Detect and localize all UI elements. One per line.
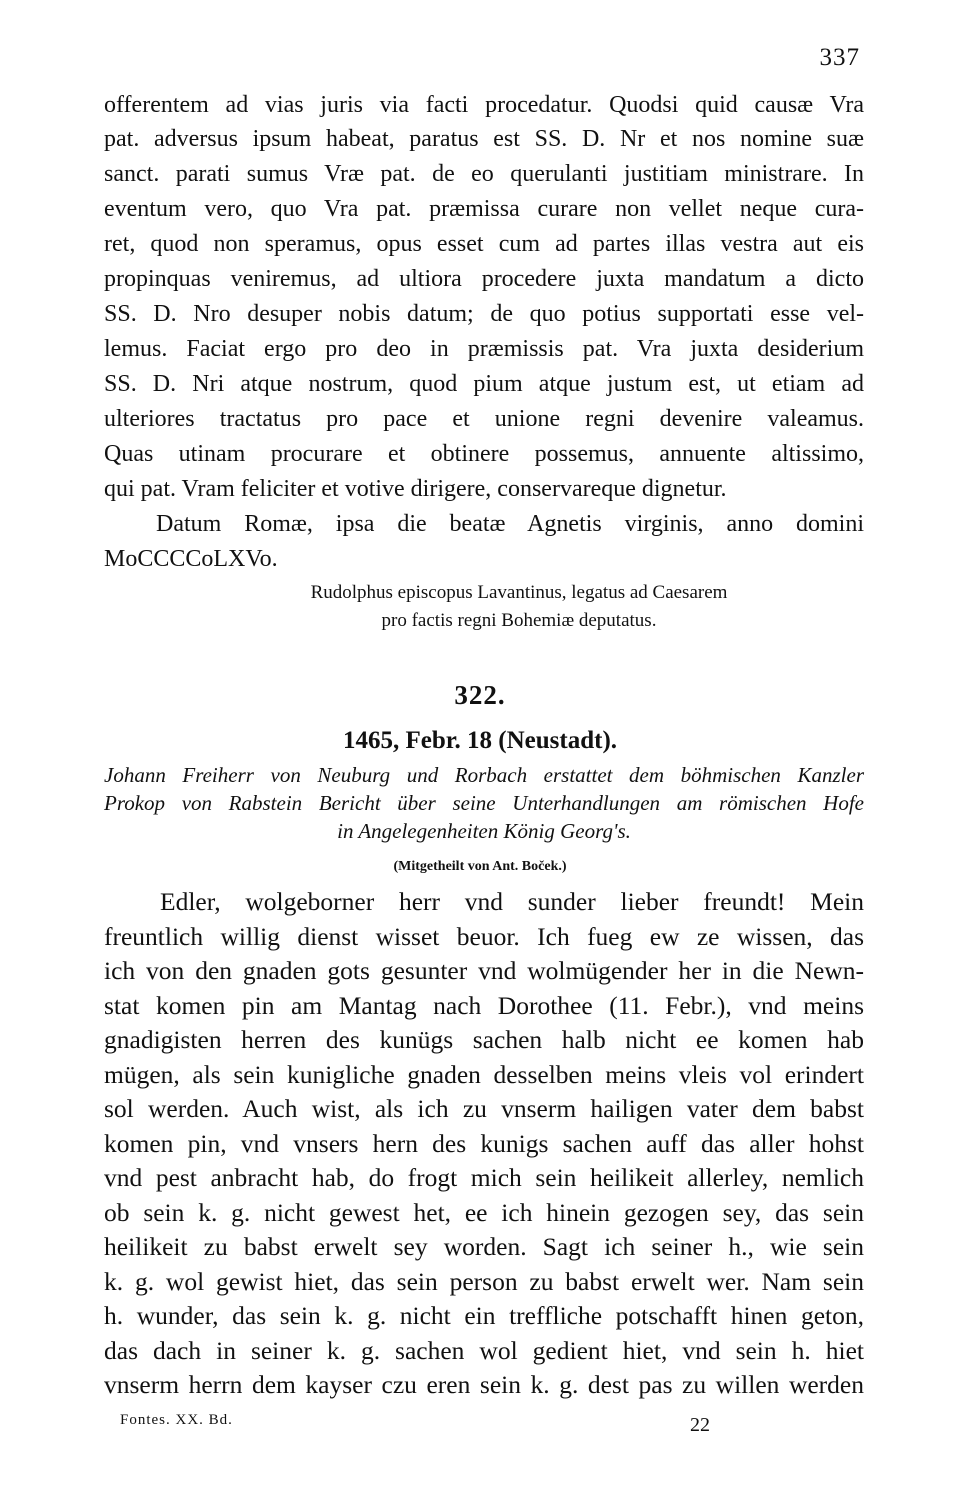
source-note: (Mitgetheilt von Ant. Boček.) — [393, 859, 567, 874]
text-line: gnadigisten herren des kunügs sachen halb nicht ee komen hab — [104, 1025, 864, 1054]
footer-series: Fontes. XX. Bd. — [120, 1412, 233, 1428]
text-line: ich von den gnaden gots gesunter vnd wolmügender her in die Newn- — [104, 956, 864, 985]
signature-line: Rudolphus episcopus Lavantinus, legatus ad Caesarem — [310, 582, 728, 603]
text-line: sanct. parati sumus Vræ pat. de eo querulanti justitiam ministrare. In — [104, 161, 864, 187]
signature-line: pro factis regni Bohemiæ deputatus. — [381, 610, 657, 631]
text-line: vnd pest anbracht hab, do frogt mich sein heilikeit allerley, nemlich — [104, 1163, 864, 1192]
text-line: offerentem ad vias juris via facti procedatur. Quodsi quid causæ Vra — [104, 92, 864, 118]
text-line: stat komen pin am Mantag nach Dorothee (11. Febr.), vnd meins — [104, 991, 864, 1020]
text-line: eventum vero, quo Vra pat. præmissa curare non vellet neque cura- — [104, 196, 864, 222]
text-line: qui pat. Vram feliciter et votive dirigere, conservareque dignetur. — [104, 476, 727, 502]
text-line: pat. adversus ipsum habeat, paratus est SS. D. Nr et nos nomine suæ — [104, 126, 864, 152]
text-line: Edler, wolgeborner herr vnd sunder lieber freundt! Mein — [160, 887, 864, 916]
text-line: ulteriores tractatus pro pace et unione regni devenire valeamus. — [104, 406, 864, 432]
text-line: k. g. wol gewist hiet, das sein person zu babst erwelt wer. Nam sein — [104, 1267, 864, 1296]
text-line: sol werden. Auch wist, als ich zu vnserm hailigen vater dem babst — [104, 1094, 864, 1123]
text-line: MoCCCCoLXVo. — [104, 546, 278, 572]
text-line: ob sein k. g. nicht gewest het, ee ich hinein gezogen sey, das sein — [104, 1198, 864, 1227]
footer-signature-mark: 22 — [690, 1414, 710, 1436]
summary-line: Prokop von Rabstein Bericht über seine Unterhandlungen am römischen Hofe — [104, 791, 864, 815]
text-line: Quas utinam procurare et obtinere possemus, annuente altissimo, — [104, 441, 864, 467]
text-line: ret, quod non speramus, opus esset cum ad partes illas vestra aut eis — [104, 231, 864, 257]
summary-line: Johann Freiherr von Neuburg und Rorbach erstattet dem böhmischen Kanzler — [104, 763, 864, 787]
page-number: 337 — [819, 44, 860, 71]
text-line: Datum Romæ, ipsa die beatæ Agnetis virginis, anno domini — [156, 511, 864, 537]
text-line: komen pin, vnd vnsers hern des kunigs sachen auff das aller hohst — [104, 1129, 864, 1158]
text-line: mügen, als sein kunigliche gnaden desselben meins vleis vol erindert — [104, 1060, 864, 1089]
document-dateline: 1465, Febr. 18 (Neustadt). — [342, 727, 618, 754]
text-line: propinquas veniremus, ad ultiora procedere juxta mandatum a dicto — [104, 266, 864, 292]
document-number: 322. — [454, 680, 506, 710]
text-line: freuntlich willig dienst wisset beuor. Ich fueg ew ze wissen, das — [104, 922, 864, 951]
text-line: SS. D. Nri atque nostrum, quod pium atque justum est, ut etiam ad — [104, 371, 864, 397]
text-line: SS. D. Nro desuper nobis datum; de quo potius supportati esse vel- — [104, 301, 864, 327]
text-line: vnserm herrn dem kayser czu eren sein k. g. dest pas zu willen werden — [104, 1370, 864, 1399]
text-line: heilikeit zu babst erwelt sey worden. Sagt ich seiner h., wie sein — [104, 1232, 864, 1261]
text-line: lemus. Faciat ergo pro deo in præmissis pat. Vra juxta desiderium — [104, 336, 864, 362]
text-line: das dach in seiner k. g. sachen wol gedient hiet, vnd sein h. hiet — [104, 1336, 864, 1365]
summary-line: in Angelegenheiten König Georg's. — [337, 819, 631, 843]
text-line: h. wunder, das sein k. g. nicht ein treffliche potschafft hinen geton, — [104, 1301, 864, 1330]
